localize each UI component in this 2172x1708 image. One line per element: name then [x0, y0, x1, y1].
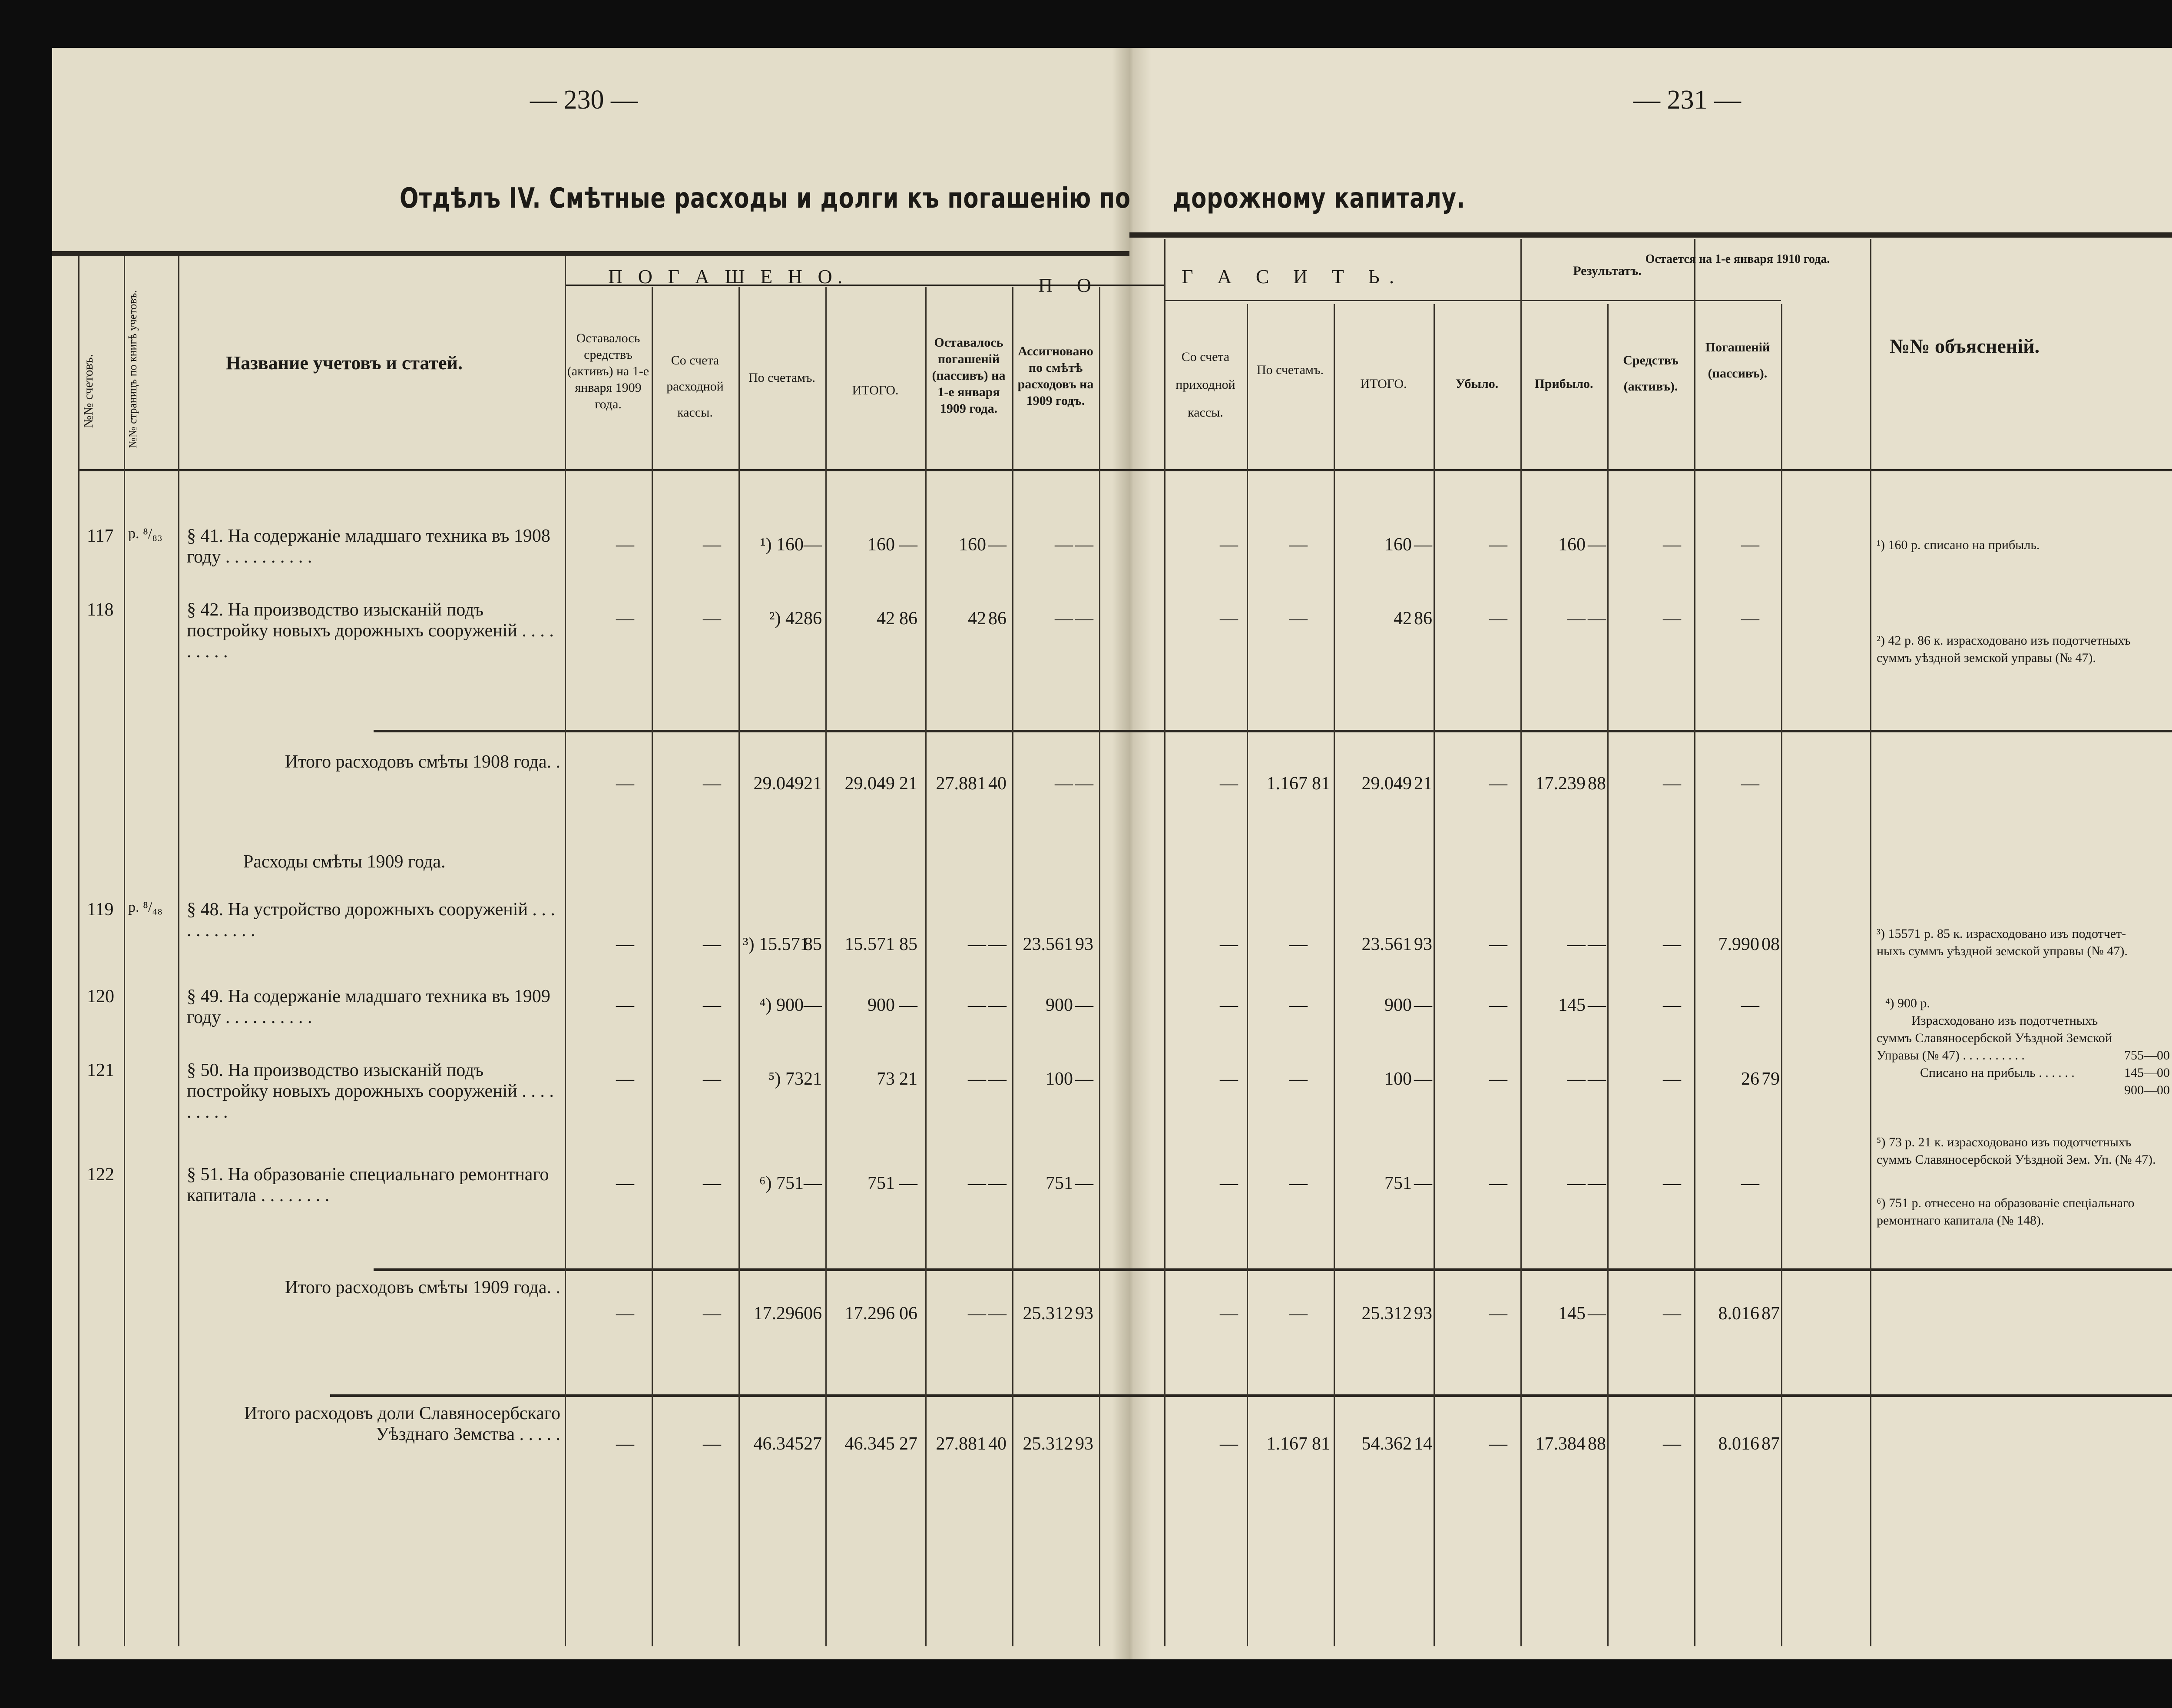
cell-amount: —: [1220, 995, 1238, 1015]
cell-amount: 26: [1741, 1069, 1759, 1089]
cell-amount: —: [1489, 995, 1507, 1015]
row-account-number: 119: [87, 900, 114, 920]
header-result: Результатъ.: [1573, 264, 1642, 278]
top-rule-right: [1129, 232, 2172, 238]
cell-amount: 8.016: [1718, 1434, 1759, 1454]
cell-amount: —: [1489, 1304, 1507, 1324]
cell-amount: —: [1741, 1173, 1759, 1193]
col-line: [1694, 239, 1695, 1646]
cell-kopecks: 93: [1075, 934, 1093, 954]
cell-amount: 900: [1046, 995, 1073, 1015]
cell-amount: 1.167: [1266, 774, 1308, 794]
note-line: Списано на прибыль . . . . . .: [1920, 1066, 2075, 1080]
cell-amount: 29.049: [753, 774, 804, 794]
cell-amount: —: [1055, 774, 1073, 794]
header-pages: №№ страницъ по книгѣ учетовъ.: [126, 290, 139, 448]
cell-kopecks: 79: [1761, 1069, 1780, 1089]
cell-amount: 15.571: [844, 934, 895, 954]
cell-kopecks: 27: [804, 1434, 822, 1454]
cell-amount: —: [703, 609, 721, 629]
col-line: [1164, 239, 1165, 1646]
cell-kopecks: 86: [804, 609, 822, 629]
note-line: ремонтнаго капитала (№ 148).: [1877, 1213, 2044, 1228]
cell-amount: 54.362: [1361, 1434, 1412, 1454]
cell-amount: 42: [1394, 609, 1412, 629]
cell-kopecks: 08: [1761, 934, 1780, 954]
cell-amount: 17.296: [844, 1304, 895, 1324]
col-line: [1099, 287, 1100, 1646]
header-accounts: №№ счетовъ.: [81, 354, 96, 428]
cell-amount: —: [703, 934, 721, 954]
cell-amount: 751: [1384, 1173, 1412, 1193]
cell-kopecks: 21: [899, 774, 917, 794]
header-remaining-debts: Оставалось погашеній (пассивъ) на 1-е января 1909 года.: [932, 335, 1006, 416]
header-profit: Прибыло.: [1534, 377, 1593, 391]
cell-amount: —: [1489, 609, 1507, 629]
col-line: [178, 256, 179, 1646]
row-account-number: 118: [87, 600, 114, 620]
cell-amount: —: [1289, 995, 1308, 1015]
cell-amount: —: [1663, 1069, 1681, 1089]
cell-amount: 900: [1384, 995, 1412, 1015]
cell-amount: —: [1489, 1173, 1507, 1193]
row-account-number: 121: [87, 1060, 114, 1080]
cell-amount: 100: [1046, 1069, 1073, 1089]
cell-kopecks: 81: [1312, 1434, 1330, 1454]
col-line: [78, 256, 79, 1646]
cell-amount: —: [1663, 1304, 1681, 1324]
cell-amount: 29.049: [1361, 774, 1412, 794]
cell-kopecks: —: [1588, 934, 1606, 954]
cell-amount: 160: [867, 535, 895, 555]
cell-kopecks: 85: [804, 934, 822, 954]
header-loss: Убыло.: [1455, 377, 1499, 391]
cell-amount: 23.561: [1023, 934, 1073, 954]
cell-amount: ³) 15.571: [743, 934, 809, 954]
cell-amount: —: [616, 609, 634, 629]
cell-kopecks: —: [899, 1173, 917, 1193]
cell-amount: —: [1220, 1173, 1238, 1193]
cell-amount: —: [1663, 535, 1681, 555]
cell-amount: 160: [959, 535, 986, 555]
cell-amount: —: [1220, 1069, 1238, 1089]
cell-kopecks: —: [1414, 995, 1432, 1015]
header-from-income: Со счета приходной кассы.: [1175, 350, 1235, 420]
rule-total: [330, 1394, 2172, 1397]
cell-amount: ²) 42: [769, 609, 804, 629]
cell-kopecks: 86: [988, 609, 1007, 629]
cell-kopecks: 86: [899, 609, 917, 629]
col-line: [1012, 287, 1013, 1646]
book-gutter: [1112, 48, 1151, 1659]
col-line: [925, 287, 927, 1646]
cell-amount: —: [1741, 774, 1759, 794]
cell-amount: —: [1489, 1434, 1507, 1454]
cell-amount: 8.016: [1718, 1304, 1759, 1324]
cell-amount: 900: [867, 995, 895, 1015]
note-line: Управы (№ 47) . . . . . . . . . .: [1877, 1048, 2025, 1063]
cell-amount: —: [1567, 609, 1586, 629]
row-page-ref: р. ⁸/₈₃: [128, 526, 163, 542]
cell-amount: —: [1741, 995, 1759, 1015]
banner-pogasheno: П О Г А Ш Е Н О.: [608, 265, 848, 288]
cell-kopecks: —: [1588, 609, 1606, 629]
header-by-accounts-right: По счетамъ.: [1256, 363, 1324, 377]
cell-amount: —: [1663, 934, 1681, 954]
cell-amount: —: [1663, 1434, 1681, 1454]
cell-amount: —: [1055, 609, 1073, 629]
cell-amount: ¹) 160: [760, 535, 804, 555]
cell-kopecks: —: [804, 1173, 822, 1193]
cell-kopecks: 88: [1588, 1434, 1606, 1454]
cell-amount: —: [1289, 1304, 1308, 1324]
row-account-number: 122: [87, 1165, 114, 1185]
header-from-expense: Со счета расходной кассы.: [666, 353, 724, 420]
note-line: ¹) 160 р. списано на прибыль.: [1877, 538, 2040, 552]
cell-amount: 73: [877, 1069, 895, 1089]
note-line: ³) 15571 р. 85 к. израсходовано изъ подотчет-: [1877, 927, 2126, 941]
cell-amount: —: [1663, 1173, 1681, 1193]
cell-kopecks: —: [1414, 535, 1432, 555]
cell-kopecks: —: [988, 995, 1007, 1015]
cell-amount: 27.881: [936, 1434, 986, 1454]
header-by-accounts: По счетамъ.: [748, 371, 816, 385]
cell-kopecks: —: [804, 535, 822, 555]
note-line: ⁴) 900 р.: [1885, 996, 1930, 1010]
cell-amount: —: [703, 995, 721, 1015]
header-assets: Средствъ (активъ).: [1623, 353, 1679, 394]
page-number-right: — 231 —: [1633, 85, 1741, 115]
header-remains: Остается на 1-е января 1910 года.: [1645, 252, 1830, 266]
cell-amount: —: [1289, 934, 1308, 954]
cell-amount: 25.312: [1023, 1304, 1073, 1324]
cell-amount: 42: [877, 609, 895, 629]
row-total-label: Итого расходовъ смѣты 1908 года. .: [285, 752, 560, 772]
header-total-right: ИТОГО.: [1360, 377, 1407, 391]
banner-gasit: Г А С И Т Ь.: [1182, 265, 1404, 288]
cell-kopecks: 21: [1414, 774, 1432, 794]
cell-kopecks: 85: [899, 934, 917, 954]
cell-amount: 46.345: [844, 1434, 895, 1454]
note-line: ныхъ суммъ уѣздной земской управы (№ 47).: [1877, 944, 2128, 958]
cell-amount: 25.312: [1361, 1304, 1412, 1324]
cell-kopecks: —: [1588, 995, 1606, 1015]
note-line: 755—00: [2124, 1048, 2170, 1063]
cell-amount: 100: [1384, 1069, 1412, 1089]
cell-amount: 17.384: [1535, 1434, 1586, 1454]
cell-kopecks: 14: [1414, 1434, 1432, 1454]
cell-kopecks: 93: [1414, 934, 1432, 954]
note-line: суммъ Славяносербской Уѣздной Зем. Уп. (№ 47).: [1877, 1152, 2156, 1167]
cell-kopecks: —: [988, 934, 1007, 954]
cell-kopecks: —: [1414, 1173, 1432, 1193]
cell-amount: —: [616, 1069, 634, 1089]
cell-amount: —: [703, 1069, 721, 1089]
header-assigned: Ассигновано по смѣтѣ расходовъ на 1909 годъ.: [1017, 344, 1094, 408]
cell-amount: 751: [1046, 1173, 1073, 1193]
top-rule-left: [52, 251, 1129, 256]
note-line: Израсходовано изъ подотчетныхъ: [1911, 1013, 2098, 1028]
col-line: [1247, 304, 1248, 1646]
cell-amount: —: [1220, 1304, 1238, 1324]
cell-kopecks: —: [1588, 535, 1606, 555]
cell-amount: —: [1741, 535, 1759, 555]
cell-amount: 145: [1558, 995, 1586, 1015]
row-account-number: 117: [87, 526, 114, 546]
cell-amount: —: [616, 1304, 634, 1324]
row-page-ref: р. ⁸/₄₈: [128, 899, 163, 915]
cell-amount: —: [968, 934, 986, 954]
cell-amount: —: [1289, 1173, 1308, 1193]
cell-amount: —: [1663, 995, 1681, 1015]
cell-kopecks: 93: [1075, 1434, 1093, 1454]
header-name: Название учетовъ и статей.: [226, 352, 463, 374]
cell-amount: —: [616, 934, 634, 954]
row-label: § 42. На производство изысканій подъ постройку новыхъ дорожныхъ сооруженій . . . . . . . . .: [187, 600, 554, 662]
cell-kopecks: 86: [1414, 609, 1432, 629]
row-label: § 48. На устройство дорожныхъ сооруженій . . . . . . . . . . .: [187, 900, 555, 940]
cell-kopecks: —: [1075, 609, 1093, 629]
cell-kopecks: 21: [804, 774, 822, 794]
section-title-right: дорожному капиталу.: [1173, 182, 1466, 215]
header-remaining-assets: Оставалось средствъ (активъ) на 1-е января 1909 года.: [567, 331, 649, 411]
cell-amount: —: [1489, 1069, 1507, 1089]
cell-amount: —: [968, 1069, 986, 1089]
cell-amount: —: [1663, 609, 1681, 629]
cell-kopecks: —: [1414, 1069, 1432, 1089]
cell-kopecks: —: [1075, 535, 1093, 555]
cell-kopecks: —: [988, 1069, 1007, 1089]
cell-kopecks: —: [804, 995, 822, 1015]
cell-kopecks: —: [1075, 774, 1093, 794]
cell-amount: —: [1220, 774, 1238, 794]
cell-amount: —: [1289, 1069, 1308, 1089]
cell-amount: 160: [1384, 535, 1412, 555]
right-page: [1129, 48, 2172, 1659]
cell-amount: ⁵) 73: [768, 1069, 804, 1089]
cell-amount: —: [616, 535, 634, 555]
cell-amount: —: [968, 1173, 986, 1193]
row-label: § 50. На производство изысканій подъ постройку новыхъ дорожныхъ сооруженій . . . . . . . . .: [187, 1060, 554, 1122]
col-line: [1607, 304, 1609, 1646]
cell-amount: —: [616, 774, 634, 794]
cell-amount: —: [703, 774, 721, 794]
cell-amount: —: [1741, 609, 1759, 629]
cell-amount: 160: [1558, 535, 1586, 555]
header-debts: Погашеній (пассивъ).: [1705, 340, 1770, 381]
row-label: § 49. На содержаніе младшаго техника въ 1909 году . . . . . . . . . .: [187, 986, 550, 1027]
cell-kopecks: 06: [899, 1304, 917, 1324]
cell-kopecks: 87: [1761, 1304, 1780, 1324]
section-title-left: Отдѣлъ IV. Смѣтные расходы и долги къ погашенію по: [400, 182, 1131, 215]
note-line: 145—00: [2124, 1066, 2170, 1080]
cell-amount: —: [1220, 934, 1238, 954]
rule-1908: [374, 730, 2172, 732]
cell-kopecks: 21: [899, 1069, 917, 1089]
cell-amount: 27.881: [936, 774, 986, 794]
col-line: [1334, 304, 1335, 1646]
cell-amount: —: [1567, 1069, 1586, 1089]
col-line: [1781, 304, 1782, 1646]
col-line: [124, 256, 125, 1646]
cell-amount: 751: [867, 1173, 895, 1193]
cell-kopecks: —: [899, 995, 917, 1015]
cell-kopecks: —: [899, 535, 917, 555]
cell-kopecks: 93: [1414, 1304, 1432, 1324]
cell-amount: —: [968, 1304, 986, 1324]
row-total-label: Итого расходовъ смѣты 1909 года. .: [285, 1278, 560, 1298]
cell-amount: —: [1567, 934, 1586, 954]
cell-kopecks: 81: [1312, 774, 1330, 794]
header-notes: №№ объясненій.: [1890, 335, 2040, 357]
cell-kopecks: —: [988, 1173, 1007, 1193]
cell-amount: 17.239: [1535, 774, 1586, 794]
cell-amount: —: [1289, 609, 1308, 629]
row-total-label: Итого расходовъ доли Славяносербскаго Уѣзднаго Земства . . . . .: [244, 1403, 560, 1444]
cell-amount: —: [1663, 774, 1681, 794]
banner-rule-right: [1164, 300, 1781, 301]
cell-kopecks: 40: [988, 774, 1007, 794]
col-line: [825, 287, 827, 1646]
cell-amount: —: [1489, 535, 1507, 555]
cell-amount: —: [703, 1173, 721, 1193]
cell-amount: —: [616, 1434, 634, 1454]
cell-kopecks: 87: [1761, 1434, 1780, 1454]
cell-kopecks: 88: [1588, 774, 1606, 794]
cell-kopecks: —: [988, 1304, 1007, 1324]
cell-amount: 46.345: [753, 1434, 804, 1454]
page-number-left: — 230 —: [530, 85, 638, 115]
col-line: [1520, 239, 1522, 1646]
header-total: ИТОГО.: [852, 383, 899, 397]
col-line: [565, 256, 566, 1646]
cell-amount: —: [1289, 535, 1308, 555]
cell-amount: —: [968, 995, 986, 1015]
cell-kopecks: —: [1588, 1173, 1606, 1193]
cell-kopecks: 21: [804, 1069, 822, 1089]
note-line: ²) 42 р. 86 к. израсходовано изъ подотчетныхъ: [1877, 633, 2131, 648]
banner-po: П О: [1038, 274, 1101, 296]
cell-amount: —: [703, 1434, 721, 1454]
row-account-number: 120: [87, 986, 114, 1006]
cell-amount: —: [1220, 1434, 1238, 1454]
col-line: [1870, 239, 1871, 1646]
cell-kopecks: 06: [804, 1304, 822, 1324]
cell-amount: —: [1220, 535, 1238, 555]
row-label: § 51. На образованіе специальнаго ремонтнаго капитала . . . . . . . .: [187, 1165, 549, 1205]
cell-amount: 25.312: [1023, 1434, 1073, 1454]
cell-kopecks: —: [1588, 1069, 1606, 1089]
cell-amount: 1.167: [1266, 1434, 1308, 1454]
cell-amount: —: [703, 1304, 721, 1324]
section-heading: Расходы смѣты 1909 года.: [243, 852, 446, 872]
cell-amount: —: [1489, 934, 1507, 954]
cell-amount: —: [616, 1173, 634, 1193]
cell-amount: 7.990: [1718, 934, 1759, 954]
cell-kopecks: —: [1075, 1069, 1093, 1089]
note-line: суммъ уѣздной земской управы (№ 47).: [1877, 651, 2096, 665]
cell-amount: 145: [1558, 1304, 1586, 1324]
cell-kopecks: 27: [899, 1434, 917, 1454]
col-line: [652, 287, 653, 1646]
cell-amount: 23.561: [1361, 934, 1412, 954]
row-label: § 41. На содержаніе младшаго техника въ 1908 году . . . . . . . . . .: [187, 526, 550, 567]
col-line: [1434, 304, 1435, 1646]
col-line: [738, 287, 740, 1646]
cell-kopecks: 93: [1075, 1304, 1093, 1324]
cell-amount: —: [1055, 535, 1073, 555]
cell-amount: ⁶) 751: [759, 1173, 804, 1193]
cell-amount: 29.049: [844, 774, 895, 794]
cell-amount: —: [616, 995, 634, 1015]
cell-kopecks: —: [1075, 1173, 1093, 1193]
cell-kopecks: —: [988, 535, 1007, 555]
cell-amount: ⁴) 900: [759, 995, 804, 1015]
cell-amount: —: [703, 535, 721, 555]
cell-amount: —: [1220, 609, 1238, 629]
note-line: суммъ Славяносербской Уѣздной Земской: [1877, 1031, 2112, 1045]
cell-amount: 42: [968, 609, 986, 629]
note-line: ⁵) 73 р. 21 к. израсходовано изъ подотчетныхъ: [1877, 1135, 2132, 1149]
note-line: 900—00: [2124, 1083, 2170, 1097]
header-rule: [78, 469, 2172, 471]
cell-kopecks: —: [1588, 1304, 1606, 1324]
cell-amount: —: [1567, 1173, 1586, 1193]
cell-kopecks: —: [1075, 995, 1093, 1015]
cell-amount: 17.296: [753, 1304, 804, 1324]
cell-amount: —: [1489, 774, 1507, 794]
rule-1909: [374, 1268, 2172, 1271]
note-line: ⁶) 751 р. отнесено на образованіе спеціальнаго: [1877, 1196, 2135, 1210]
cell-kopecks: 40: [988, 1434, 1007, 1454]
